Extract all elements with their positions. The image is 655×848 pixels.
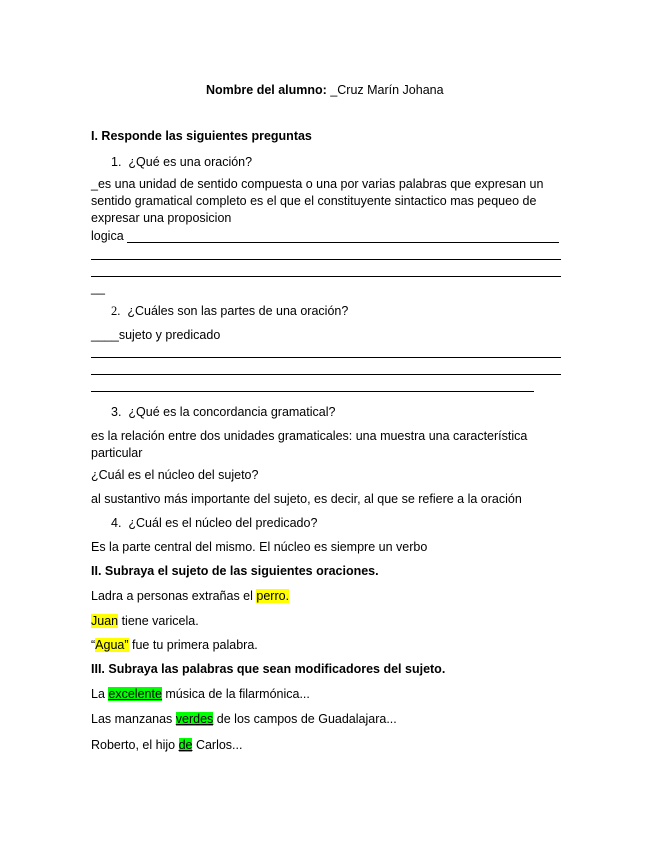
student-name-line <box>206 82 444 98</box>
sentence-3-1 <box>91 686 310 702</box>
sentence-2-2 <box>91 613 199 629</box>
sentence-text: de los campos de Guadalajara... <box>213 712 397 726</box>
sentence-text: Ladra a personas extrañas el <box>91 589 257 603</box>
sentence-text: Roberto, el hijo <box>91 738 179 752</box>
answer-3-line-2: particular <box>91 446 143 460</box>
sentence-text: tiene varicela. <box>118 614 199 628</box>
blank-line <box>91 391 534 392</box>
question-3-number: 3. <box>111 405 122 419</box>
highlight-subject: Agua” <box>95 638 129 652</box>
sentence-text: Carlos... <box>192 738 243 752</box>
answer-extra: al sustantivo más importante del sujeto, es decir, al que se refiere a la oración <box>91 492 522 506</box>
answer-2-prefix: ____ <box>91 328 119 342</box>
question-1-number: 1. <box>111 155 122 169</box>
answer-4: Es la parte central del mismo. El núcleo es siempre un verbo <box>91 540 428 554</box>
sentence-2-1 <box>91 588 289 604</box>
sentence-3-3 <box>91 737 242 753</box>
highlight-modifier: verdes <box>175 712 214 726</box>
blank-line <box>91 357 561 358</box>
student-name-value: _Cruz Marín Johana <box>326 83 444 97</box>
highlight-modifier: excelente <box>108 687 162 701</box>
question-3 <box>111 404 335 420</box>
question-2-number: 2. <box>111 304 121 318</box>
blank-line <box>91 374 561 375</box>
sentence-text: La <box>91 687 109 701</box>
question-3-text: ¿Qué es la concordancia gramatical? <box>128 405 336 419</box>
answer-1-line-3: expresar una proposicion <box>91 211 232 225</box>
question-4-text: ¿Cuál es el núcleo del predicado? <box>128 516 318 530</box>
question-2-text: ¿Cuáles son las partes de una oración? <box>127 304 349 318</box>
section-3-title: III. Subraya las palabras que sean modificadores del sujeto. <box>91 662 446 676</box>
section-1-title: I. Responde las siguientes preguntas <box>91 129 312 143</box>
blank-line <box>127 242 559 243</box>
section-2-title: II. Subraya el sujeto de las siguientes oraciones. <box>91 564 379 578</box>
sentence-text: “ <box>91 638 96 652</box>
question-4 <box>111 515 317 531</box>
blank-line <box>91 259 561 260</box>
answer-3-line-1: es la relación entre dos unidades gramaticales: una muestra una característica <box>91 429 528 443</box>
highlight-modifier: de <box>178 738 193 752</box>
student-name-label: Nombre del alumno: <box>206 83 327 97</box>
answer-1-line-4: logica <box>91 229 124 243</box>
question-1 <box>111 154 252 170</box>
question-1-text: ¿Qué es una oración? <box>128 155 253 169</box>
answer-1-tail: __ <box>91 281 105 295</box>
answer-2-text: sujeto y predicado <box>118 328 221 342</box>
answer-1-line-2: sentido gramatical completo es el que el constituyente sintactico mas pequeo de <box>91 194 537 208</box>
question-4-number: 4. <box>111 516 122 530</box>
sentence-3-2 <box>91 711 397 727</box>
question-2 <box>111 303 348 319</box>
sentence-text: Las manzanas <box>91 712 176 726</box>
sentence-text: música de la filarmónica... <box>161 687 310 701</box>
sentence-text: fue tu primera palabra. <box>128 638 258 652</box>
sentence-2-3 <box>91 637 258 653</box>
question-extra-text: ¿Cuál es el núcleo del sujeto? <box>91 468 259 482</box>
answer-1-line-1: _es una unidad de sentido compuesta o una por varias palabras que expresan un <box>91 177 544 191</box>
answer-2 <box>91 327 220 343</box>
highlight-subject: Juan <box>91 614 119 628</box>
highlight-subject: perro. <box>256 589 290 603</box>
blank-line <box>91 276 561 277</box>
